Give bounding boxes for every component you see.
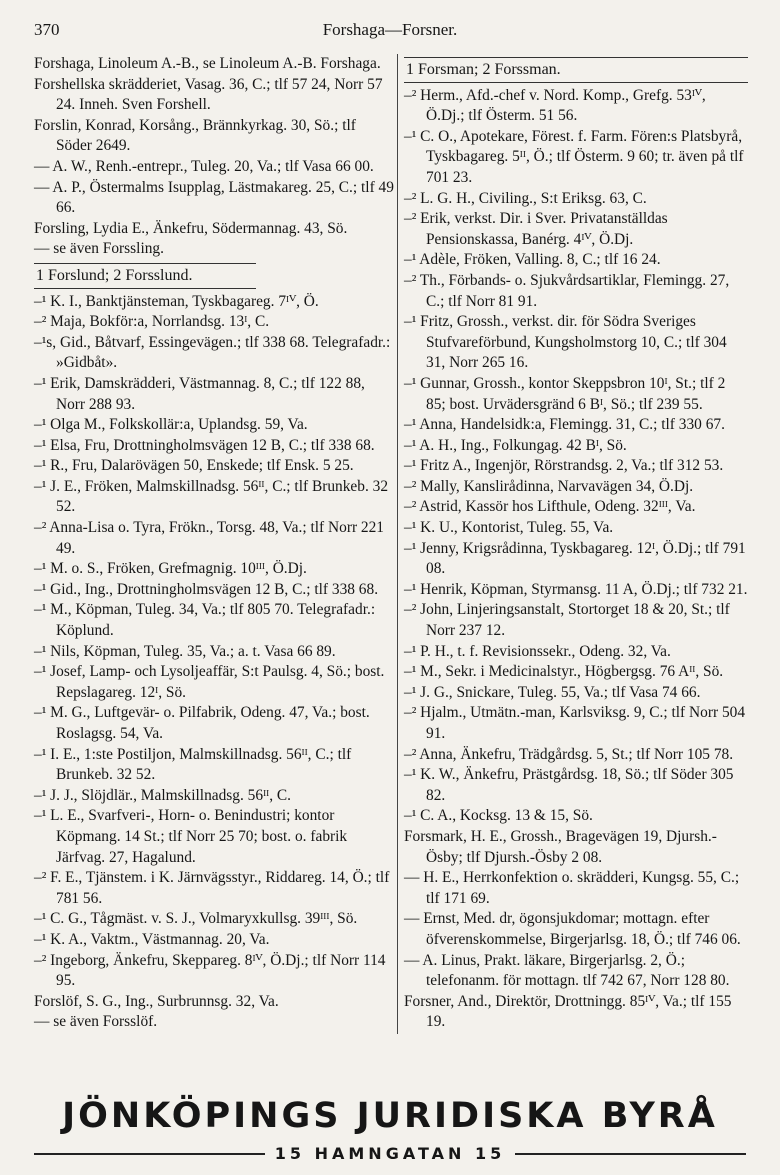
page-header-title: Forshaga—Forsner. — [322, 20, 458, 39]
directory-entry: Forsmark, H. E., Grossh., Bragevägen 19, Djursh.-Ösby; tlf Djursh.-Ösby 2 08. — [404, 827, 717, 866]
directory-entry: –¹ Josef, Lamp- och Lysoljeaffär, S:t Paulsg. 4, Sö.; bost. Repslagareg. 12ᴵ, Sö. — [34, 663, 385, 701]
directory-entry: –¹ I. E., 1:ste Postiljon, Malmskillnadsg. 56ᴵᴵ, C.; tlf Brunkeb. 32 52. — [34, 745, 352, 784]
directory-entry: –² L. G. H., Civiling., S:t Eriksg. 63, C. — [404, 189, 647, 207]
directory-entry: –² F. E., Tjänstem. i K. Järnvägsstyr., Riddareg. 14, Ö.; tlf 781 56. — [34, 869, 390, 907]
directory-entry: –¹s, Gid., Båtvarf, Essingevägen.; tlf 338 68. Telegrafadr.: »Gidbåt». — [34, 333, 391, 372]
advertisement-title: JÖNKÖPINGS JURIDISKA BYRÅ — [62, 1096, 718, 1136]
directory-entry: Forslöf, S. G., Ing., Surbrunnsg. 32, Va. — [34, 992, 279, 1010]
directory-entry: –¹ K. A., Vaktm., Västmannag. 20, Va. — [34, 930, 270, 948]
directory-entry: –² Hjalm., Utmätn.-man, Karlsviksg. 9, C.; tlf Norr 504 91. — [404, 704, 746, 742]
directory-entry: –¹ Anna, Handelsidk:a, Flemingg. 31, C.; tlf 330 67. — [404, 416, 725, 434]
directory-entry: Forshellska skrädderiet, Vasag. 36, C.; tlf 57 24, Norr 57 24. Inneh. Sven Forshell. — [34, 75, 383, 114]
directory-entry: –² Mally, Kanslirådinna, Narvavägen 34, Ö.Dj. — [404, 477, 694, 495]
directory-entry: –¹ M. o. S., Fröken, Grefmagnig. 10ᴵᴵᴵ, Ö.Dj. — [34, 560, 307, 578]
column-divider — [397, 54, 398, 1034]
directory-entry: –¹ J. J., Slöjdlär., Malmskillnadsg. 56ᴵᴵ, C. — [34, 786, 292, 804]
directory-entry: –² Anna-Lisa o. Tyra, Frökn., Torsg. 48, Va.; tlf Norr 221 49. — [34, 519, 384, 557]
directory-entry: –¹ J. G., Snickare, Tuleg. 55, Va.; tlf Vasa 74 66. — [404, 683, 701, 701]
directory-entry: Forsner, And., Direktör, Drottningg. 85ᴵⱽ, Va.; tlf 155 19. — [404, 992, 732, 1031]
directory-entry: –¹ L. E., Svarfveri-, Horn- o. Benindustri; kontor Köpmang. 14 St.; tlf Norr 25 70; bost. o. fabrik Järfvag. 27, Hagalund. — [34, 807, 348, 866]
directory-entry: — H. E., Herrkonfektion o. skrädderi, Kungsg. 55, C.; tlf 171 69. — [404, 869, 740, 907]
directory-entry: –¹ P. H., t. f. Revisionssekr., Odeng. 32, Va. — [404, 642, 671, 660]
directory-entry: –² Maja, Bokför:a, Norrlandsg. 13ᴵ, C. — [34, 313, 270, 331]
directory-entry: –² Th., Förbands- o. Sjukvårdsartiklar, Flemingg. 27, C.; tlf Norr 81 91. — [404, 271, 730, 310]
advertisement-address-line — [34, 1144, 746, 1163]
directory-entry: — se även Forsslöf. — [34, 1013, 158, 1031]
advertisement-rule-right — [515, 1153, 746, 1155]
directory-entry: –¹ K. W., Änkefru, Prästgårdsg. 18, Sö.; tlf Söder 305 82. — [404, 766, 734, 804]
directory-entry: –¹ C. O., Apotekare, Förest. f. Farm. Fören:s Platsbyrå, Tyskbagareg. 5ᴵᴵ, Ö.; tlf Österm. 9 60; tr. även på tlf 701 23. — [404, 127, 744, 186]
name-group-header: 1 Forslund; 2 Forsslund. — [34, 263, 256, 289]
directory-entry: –¹ R., Fru, Dalarövägen 50, Enskede; tlf Ensk. 5 25. — [34, 457, 354, 475]
directory-entry: –¹ Adèle, Fröken, Valling. 8, C.; tlf 16 24. — [404, 251, 661, 269]
running-head — [34, 20, 746, 44]
directory-entry: — Ernst, Med. dr, ögonsjukdomar; mottagn. efter öfverenskommelse, Birgerjarlsg. 18, Ö.; tlf 746 06. — [404, 910, 741, 948]
directory-entry: –¹ Jenny, Krigsrådinna, Tyskbagareg. 12ᴵ, Ö.Dj.; tlf 791 08. — [404, 539, 746, 578]
right-column — [404, 54, 748, 1033]
directory-entry: –² Astrid, Kassör hos Lifthule, Odeng. 32ᴵᴵᴵ, Va. — [404, 498, 696, 516]
directory-entry: –¹ Gid., Ing., Drottningholmsvägen 12 B, C.; tlf 338 68. — [34, 580, 379, 598]
name-group-header: 1 Forsman; 2 Forssman. — [404, 57, 748, 83]
directory-entry: –¹ J. E., Fröken, Malmskillnadsg. 56ᴵᴵ, C.; tlf Brunkeb. 32 52. — [34, 477, 389, 516]
directory-entry: –¹ Elsa, Fru, Drottningholmsvägen 12 B, C.; tlf 338 68. — [34, 436, 375, 454]
directory-entry: –¹ K. U., Kontorist, Tuleg. 55, Va. — [404, 519, 614, 537]
directory-entry: –² John, Linjeringsanstalt, Stortorget 18 & 20, St.; tlf Norr 237 12. — [404, 601, 730, 640]
directory-entry: –² Anna, Änkefru, Trädgårdsg. 5, St.; tlf Norr 105 78. — [404, 745, 734, 763]
directory-entry: Forsling, Lydia E., Änkefru, Södermannag. 43, Sö. — [34, 219, 348, 237]
directory-entry: –¹ Fritz, Grossh., verkst. dir. för Södra Sveriges Stufvareförbund, Kungsholmstorg 10, C.; tlf 304 31, Norr 265 16. — [404, 313, 727, 372]
directory-entry: — A. W., Renh.-entrepr., Tuleg. 20, Va.; tlf Vasa 66 00. — [34, 157, 374, 175]
directory-entry: –¹ C. G., Tågmäst. v. S. J., Volmaryxkullsg. 39ᴵᴵᴵ, Sö. — [34, 910, 358, 928]
directory-entry: –¹ C. A., Kocksg. 13 & 15, Sö. — [404, 807, 593, 825]
directory-entry: –² Herm., Afd.-chef v. Nord. Komp., Grefg. 53ᴵⱽ, Ö.Dj.; tlf Österm. 51 56. — [404, 86, 706, 125]
directory-entry: –¹ M., Sekr. i Medicinalstyr., Högbergsg. 76 Aᴵᴵ, Sö. — [404, 663, 724, 681]
directory-entry: –² Erik, verkst. Dir. i Sver. Privatanställdas Pensionskassa, Banérg. 4ᴵⱽ, Ö.Dj. — [404, 210, 668, 248]
advertisement — [34, 1096, 746, 1163]
left-column — [34, 54, 394, 1033]
directory-entry: –¹ K. I., Banktjänsteman, Tyskbagareg. 7ᴵⱽ, Ö. — [34, 292, 319, 310]
directory-entry: –¹ A. H., Ing., Folkungag. 42 Bᴵ, Sö. — [404, 436, 627, 454]
directory-entry: –² Ingeborg, Änkefru, Skeppareg. 8ᴵⱽ, Ö.Dj.; tlf Norr 114 95. — [34, 951, 386, 990]
directory-entry: –¹ M., Köpman, Tuleg. 34, Va.; tlf 805 70. Telegrafadr.: Köplund. — [34, 601, 376, 640]
directory-entry: –¹ Gunnar, Grossh., kontor Skeppsbron 10ᴵ, St.; tlf 2 85; bost. Urvädersgränd 6 Bᴵ, Sö.; tlf 239 55. — [404, 374, 726, 413]
page-number: 370 — [34, 20, 60, 39]
directory-entry: — A. Linus, Prakt. läkare, Birgerjarlsg. 2, Ö.; telefonanm. för mottagn. tlf 742 67, Norr 128 80. — [404, 951, 730, 990]
directory-entry: –¹ Henrik, Köpman, Styrmansg. 11 A, Ö.Dj.; tlf 732 21. — [404, 580, 748, 598]
advertisement-rule-left — [34, 1153, 265, 1155]
directory-entry: –¹ M. G., Luftgevär- o. Pilfabrik, Odeng. 47, Va.; bost. Roslagsg. 54, Va. — [34, 704, 370, 742]
directory-entry: –¹ Olga M., Folkskollär:a, Uplandsg. 59, Va. — [34, 416, 308, 434]
directory-entry: — A. P., Östermalms Isupplag, Lästmakareg. 25, C.; tlf 49 66. — [34, 178, 394, 217]
directory-entry: –¹ Erik, Damskrädderi, Västmannag. 8, C.; tlf 122 88, Norr 288 93. — [34, 374, 365, 413]
advertisement-address: 15 HAMNGATAN 15 — [274, 1144, 506, 1163]
directory-entry: Forshaga, Linoleum A.-B., se Linoleum A.-B. Forshaga. — [34, 55, 381, 72]
directory-entry: –¹ Nils, Köpman, Tuleg. 35, Va.; a. t. Vasa 66 89. — [34, 642, 336, 660]
directory-entry: Forslin, Konrad, Korsång., Brännkyrkag. 30, Sö.; tlf Söder 2649. — [34, 116, 356, 155]
directory-entry: –¹ Fritz A., Ingenjör, Rörstrandsg. 2, Va.; tlf 312 53. — [404, 457, 724, 475]
directory-entry: — se även Forssling. — [34, 240, 164, 258]
